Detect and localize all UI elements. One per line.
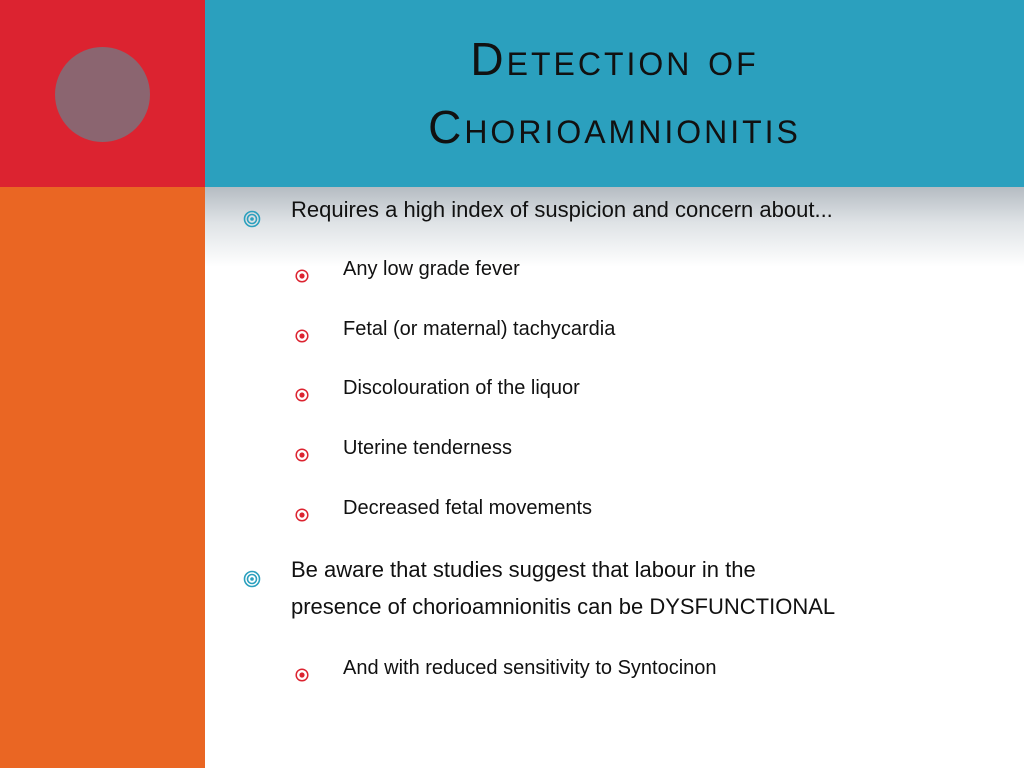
sub-bullet-text: Discolouration of the liquor [343, 377, 580, 399]
concentric-circle-bullet-icon [243, 562, 261, 599]
target-bullet-icon [295, 381, 309, 411]
sub-bullet-text: Any low grade fever [343, 258, 520, 280]
bullet-text: Requires a high index of suspicion and concern about... [291, 197, 833, 222]
sub-bullet-item [295, 254, 995, 284]
sub-bullet-text: Decreased fetal movements [343, 497, 593, 519]
bullet-text-line-1: Be aware that studies suggest that labour in the [291, 557, 756, 582]
target-bullet-icon [295, 441, 309, 471]
decorative-circle [55, 47, 150, 142]
concentric-circle-bullet-icon [243, 202, 261, 239]
sub-bullet-item [295, 373, 995, 403]
target-bullet-icon [295, 501, 309, 531]
sub-bullet-item [295, 493, 995, 523]
sub-bullet-text: Uterine tenderness [343, 437, 512, 459]
target-bullet-icon [295, 262, 309, 292]
slide-title-line-1: Detection of [470, 33, 759, 85]
bullet-list [205, 187, 1024, 768]
sub-bullet-item [295, 653, 995, 683]
target-bullet-icon [295, 661, 309, 691]
sub-bullet-item [295, 314, 995, 344]
bullet-item [243, 191, 1003, 228]
sub-bullet-item [295, 433, 995, 463]
title-bar [205, 0, 1024, 187]
bullet-item [243, 551, 1003, 625]
orange-sidebar-block [0, 187, 205, 768]
bullet-text-line-2: presence of chorioamnionitis can be DYSFUNCTIONAL [291, 594, 836, 619]
target-bullet-icon [295, 322, 309, 352]
sub-bullet-text: Fetal (or maternal) tachycardia [343, 318, 616, 340]
slide-title-line-2: Chorioamnionitis [428, 101, 801, 153]
sub-bullet-text: And with reduced sensitivity to Syntocinon [343, 657, 717, 679]
